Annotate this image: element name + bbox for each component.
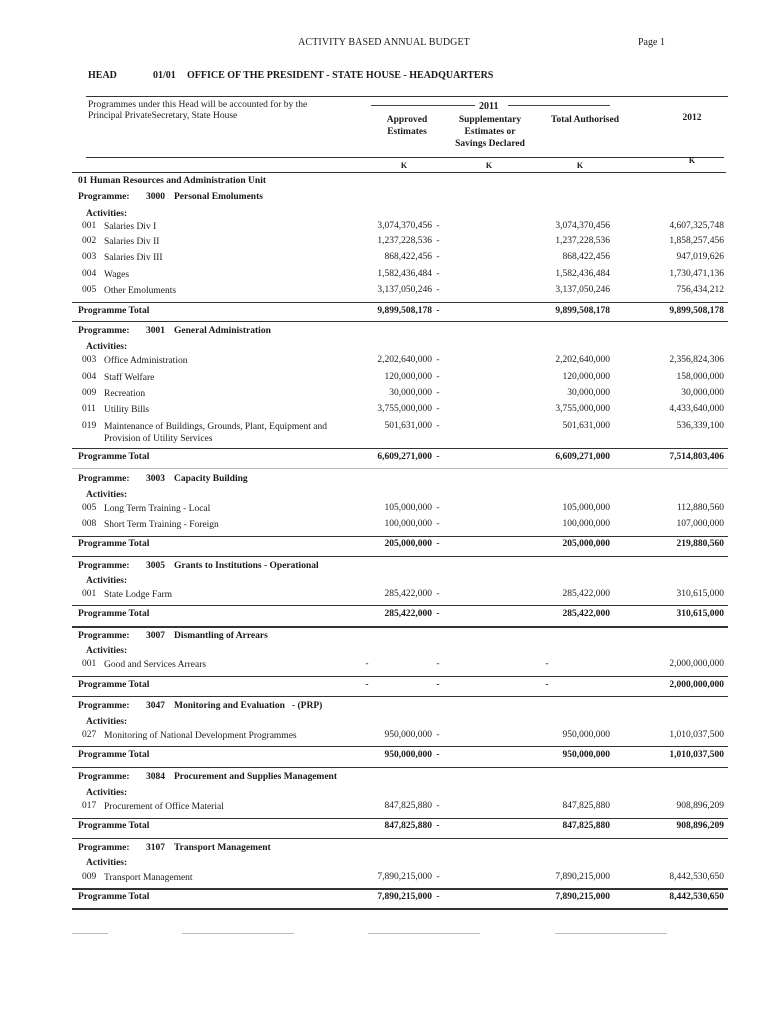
programme-heading [78, 772, 337, 782]
supp-value: - [436, 236, 440, 246]
activity-name: Office Administration [104, 356, 188, 366]
programme-total-label: Programme Total [78, 750, 150, 760]
table-row [72, 252, 728, 268]
y2012-value: 756,434,212 [676, 285, 724, 295]
head-intro-text [88, 100, 358, 122]
authorised-total: - [545, 680, 549, 690]
col-supplementary [444, 114, 536, 150]
total-bottom-rule [72, 696, 728, 697]
activity-name: Salaries Div III [104, 253, 163, 263]
y2012-total: 7,514,803,406 [669, 452, 724, 462]
programme-heading [78, 561, 319, 571]
activity-name: State Lodge Farm [104, 590, 173, 600]
approved-value: 105,000,000 [384, 503, 432, 513]
programme-total-row [72, 539, 728, 555]
programme-total-row [72, 609, 728, 625]
programme-total-label: Programme Total [78, 892, 150, 902]
col-approved-estimates [362, 114, 452, 138]
programme-code: 3005 [146, 561, 165, 571]
year-2011-label: 2011 [479, 101, 499, 112]
y2012-total: 8,442,530,650 [669, 892, 724, 902]
total-value: 105,000,000 [562, 503, 610, 513]
activity-code: 002 [82, 236, 97, 246]
approved-value: 868,422,456 [384, 252, 432, 262]
y2012-value: 30,000,000 [681, 388, 724, 398]
programme-total-label: Programme Total [78, 821, 150, 831]
y2012-value: 947,019,626 [676, 252, 724, 262]
total-value: 950,000,000 [562, 730, 610, 740]
y2012-value: 158,000,000 [676, 372, 724, 382]
programme-label: Programme: [78, 772, 130, 782]
approved-value: 950,000,000 [384, 730, 432, 740]
supp-value: - [436, 730, 440, 740]
supp-total: - [436, 892, 440, 902]
page-number: Page 1 [638, 37, 665, 48]
total-bottom-rule [72, 468, 728, 469]
table-row [72, 236, 728, 252]
activity-name-line1: Maintenance of Buildings, Grounds, Plant, Equipment and [104, 422, 327, 432]
supp-total: - [436, 452, 440, 462]
total-bottom-rule [72, 626, 728, 628]
approved-total: 205,000,000 [384, 539, 432, 549]
approved-value: 3,074,370,456 [377, 221, 432, 231]
total-value: 1,582,436,484 [555, 269, 610, 279]
activity-name: Salaries Div I [104, 222, 157, 232]
table-row [72, 421, 728, 447]
activity-code: 017 [82, 801, 97, 811]
authorised-total: 847,825,880 [562, 821, 610, 831]
activity-name: Short Term Training - Foreign [104, 520, 219, 530]
col-total-authorised: Total Authorised [550, 115, 619, 125]
y2012-value: 112,880,560 [676, 503, 724, 513]
activity-name: Transport Management [104, 873, 193, 883]
y2012-value: 1,730,471,136 [669, 269, 724, 279]
activity-code: 005 [82, 285, 97, 295]
supp-value: - [436, 404, 440, 414]
activities-label: Activities: [86, 209, 128, 219]
programme-label: Programme: [78, 561, 130, 571]
total-top-rule [72, 676, 728, 677]
activity-code: 005 [82, 503, 97, 513]
authorised-total: 950,000,000 [562, 750, 610, 760]
total-value: 3,074,370,456 [555, 221, 610, 231]
approved-value: 847,825,880 [384, 801, 432, 811]
year-bracket-right [508, 105, 610, 106]
activity-name: Wages [104, 270, 130, 280]
activities-label: Activities: [86, 490, 128, 500]
total-top-rule [72, 536, 728, 537]
authorised-total: 6,609,271,000 [555, 452, 610, 462]
total-top-rule [72, 888, 728, 890]
activity-name: Good and Services Arrears [104, 660, 207, 670]
table-row [72, 519, 728, 535]
table-row [72, 589, 728, 605]
authorised-total: 285,422,000 [562, 609, 610, 619]
programme-total-label: Programme Total [78, 452, 150, 462]
total-value: 100,000,000 [562, 519, 610, 529]
supp-value: - [436, 372, 440, 382]
approved-total: 285,422,000 [384, 609, 432, 619]
col-approved-line1: Approved [386, 115, 428, 125]
total-bottom-rule [72, 556, 728, 557]
supp-value: - [436, 269, 440, 279]
year-bracket-left [371, 105, 475, 106]
header-mid-rule [86, 157, 724, 158]
footer-rule [555, 933, 667, 934]
activity-code: 004 [82, 269, 97, 279]
approved-value: 2,202,640,000 [377, 355, 432, 365]
y2012-value: 4,433,640,000 [669, 404, 724, 414]
programme-heading [78, 631, 268, 641]
table-row [72, 730, 728, 746]
programme-heading [78, 701, 323, 711]
supp-total: - [436, 821, 440, 831]
activity-code: 001 [82, 221, 97, 231]
programme-heading [78, 474, 248, 484]
total-value: 30,000,000 [567, 388, 610, 398]
table-row [72, 388, 728, 404]
supp-value: - [436, 285, 440, 295]
total-top-rule [72, 818, 728, 819]
authorised-total: 9,899,508,178 [555, 306, 610, 316]
supp-total: - [436, 306, 440, 316]
unit-heading: 01 Human Resources and Administration Unit [78, 176, 267, 186]
approved-value: 120,000,000 [384, 372, 432, 382]
programme-label: Programme: [78, 474, 130, 484]
total-top-rule [72, 302, 728, 303]
programme-total-label: Programme Total [78, 680, 150, 690]
programme-total-row [72, 680, 728, 696]
approved-value: 7,890,215,000 [377, 872, 432, 882]
programme-label: Programme: [78, 192, 130, 202]
total-bottom-rule [72, 321, 728, 322]
approved-value: 3,755,000,000 [377, 404, 432, 414]
activity-code: 008 [82, 519, 97, 529]
y2012-value: 2,356,824,306 [669, 355, 724, 365]
intro-line-1: Programmes under this Head will be accounted for by the [88, 100, 308, 110]
approved-total: 6,609,271,000 [377, 452, 432, 462]
table-row [72, 285, 728, 301]
approved-value: 501,631,000 [384, 421, 432, 431]
total-value: 285,422,000 [562, 589, 610, 599]
col-approved-line2: Estimates [387, 127, 427, 137]
approved-total: 7,890,215,000 [377, 892, 432, 902]
currency-2012: K [688, 156, 696, 165]
activity-code: 003 [82, 355, 97, 365]
programme-name: Monitoring and Evaluation - (PRP) [174, 701, 323, 711]
programme-total-label: Programme Total [78, 609, 150, 619]
activity-name-line2: Provision of Utility Services [104, 434, 213, 444]
programme-name: Capacity Building [174, 474, 248, 484]
total-bottom-rule [72, 767, 728, 768]
col-2012: 2012 [682, 113, 702, 123]
programme-label: Programme: [78, 843, 130, 853]
currency-supp: K [485, 161, 493, 170]
y2012-value: 107,000,000 [676, 519, 724, 529]
approved-value: 3,137,050,246 [377, 285, 432, 295]
total-top-rule [72, 448, 728, 449]
programme-name: Procurement and Supplies Management [174, 772, 337, 782]
programme-code: 3084 [146, 772, 165, 782]
total-value: 2,202,640,000 [555, 355, 610, 365]
y2012-value: 2,000,000,000 [669, 659, 724, 669]
col-supp-line3: Savings Declared [455, 139, 525, 149]
y2012-value: 1,858,257,456 [669, 236, 724, 246]
total-top-rule [72, 605, 728, 606]
programme-name: Grants to Institutions - Operational [174, 561, 319, 571]
approved-total: - [365, 680, 369, 690]
activity-name: Salaries Div II [104, 237, 160, 247]
activity-code: 004 [82, 372, 97, 382]
programme-total-label: Programme Total [78, 306, 150, 316]
programme-code: 3107 [146, 843, 165, 853]
supp-value: - [436, 872, 440, 882]
total-value: 847,825,880 [562, 801, 610, 811]
authorised-total: 7,890,215,000 [555, 892, 610, 902]
total-value: 868,422,456 [562, 252, 610, 262]
programme-total-label: Programme Total [78, 539, 150, 549]
supp-total: - [436, 750, 440, 760]
programme-heading [78, 192, 263, 202]
total-value: 3,755,000,000 [555, 404, 610, 414]
y2012-total: 310,615,000 [676, 609, 724, 619]
authorised-total: 205,000,000 [562, 539, 610, 549]
total-bottom-rule [72, 908, 728, 910]
supp-value: - [436, 659, 440, 669]
activities-label: Activities: [86, 646, 128, 656]
head-label: HEAD [88, 70, 117, 81]
table-row [72, 503, 728, 519]
programme-total-row [72, 750, 728, 766]
table-row [72, 269, 728, 285]
y2012-total: 9,899,508,178 [669, 306, 724, 316]
supp-value: - [436, 355, 440, 365]
approved-value: 1,582,436,484 [377, 269, 432, 279]
document-title: ACTIVITY BASED ANNUAL BUDGET [298, 37, 470, 48]
total-value: 7,890,215,000 [555, 872, 610, 882]
y2012-total: 1,010,037,500 [669, 750, 724, 760]
total-value: 120,000,000 [562, 372, 610, 382]
y2012-value: 908,896,209 [676, 801, 724, 811]
supp-total: - [436, 609, 440, 619]
programme-label: Programme: [78, 701, 130, 711]
currency-approved: K [400, 161, 408, 170]
activity-name: Utility Bills [104, 405, 150, 415]
supp-value: - [436, 801, 440, 811]
total-value: 3,137,050,246 [555, 285, 610, 295]
approved-value: 285,422,000 [384, 589, 432, 599]
intro-line-2: Principal PrivateSecretary, State House [88, 111, 238, 121]
table-row [72, 404, 728, 420]
supp-value: - [436, 503, 440, 513]
programme-total-row [72, 892, 728, 908]
col-supp-line2: Estimates or [464, 127, 516, 137]
supp-value: - [436, 421, 440, 431]
programme-code: 3007 [146, 631, 165, 641]
activities-label: Activities: [86, 576, 128, 586]
activity-name: Other Emoluments [104, 286, 177, 296]
header-bottom-rule [72, 172, 726, 173]
programme-name: General Administration [174, 326, 271, 336]
y2012-value: 8,442,530,650 [669, 872, 724, 882]
programme-code: 3000 [146, 192, 165, 202]
total-top-rule [72, 746, 728, 747]
programme-total-row [72, 306, 728, 322]
y2012-value: 536,339,100 [676, 421, 724, 431]
approved-total: 9,899,508,178 [377, 306, 432, 316]
footer-rule [72, 933, 108, 934]
total-value: 501,631,000 [562, 421, 610, 431]
supp-value: - [436, 589, 440, 599]
activity-name: Staff Welfare [104, 373, 155, 383]
activities-label: Activities: [86, 717, 128, 727]
programme-code: 3003 [146, 474, 165, 484]
table-row [72, 659, 728, 675]
total-value: 1,237,228,536 [555, 236, 610, 246]
activity-code: 011 [82, 404, 96, 414]
activities-label: Activities: [86, 342, 128, 352]
approved-value: 100,000,000 [384, 519, 432, 529]
activity-code: 019 [82, 421, 97, 431]
total-value: - [545, 659, 549, 669]
approved-total: 950,000,000 [384, 750, 432, 760]
table-row [72, 872, 728, 888]
head-code: 01/01 [153, 70, 176, 81]
currency-total: K [576, 161, 584, 170]
supp-value: - [436, 388, 440, 398]
y2012-total: 219,880,560 [676, 539, 724, 549]
table-row [72, 372, 728, 388]
activity-code: 001 [82, 659, 97, 669]
programme-heading [78, 326, 271, 336]
table-row [72, 355, 728, 371]
activity-code: 003 [82, 252, 97, 262]
programme-heading [78, 843, 271, 853]
programme-total-row [72, 452, 728, 468]
activity-name: Monitoring of National Development Programmes [104, 731, 297, 741]
programme-label: Programme: [78, 631, 130, 641]
approved-value: 1,237,228,536 [377, 236, 432, 246]
table-row [72, 801, 728, 817]
supp-total: - [436, 680, 440, 690]
activity-name: Procurement of Office Material [104, 802, 224, 812]
footer-rule [368, 933, 480, 934]
total-bottom-rule [72, 838, 728, 839]
activities-label: Activities: [86, 858, 128, 868]
programme-name: Dismantling of Arrears [174, 631, 268, 641]
head-name: OFFICE OF THE PRESIDENT - STATE HOUSE - HEADQUARTERS [187, 70, 494, 81]
supp-value: - [436, 252, 440, 262]
activity-code: 009 [82, 872, 97, 882]
y2012-value: 310,615,000 [676, 589, 724, 599]
supp-value: - [436, 221, 440, 231]
activity-name: Recreation [104, 389, 146, 399]
approved-value: 30,000,000 [389, 388, 432, 398]
supp-total: - [436, 539, 440, 549]
programme-name: Transport Management [174, 843, 271, 853]
supp-value: - [436, 519, 440, 529]
programme-name: Personal Emoluments [174, 192, 263, 202]
activity-name: Long Term Training - Local [104, 504, 211, 514]
y2012-total: 908,896,209 [676, 821, 724, 831]
programme-code: 3001 [146, 326, 165, 336]
activities-label: Activities: [86, 788, 128, 798]
programme-code: 3047 [146, 701, 165, 711]
col-supp-line1: Supplementary [458, 115, 522, 125]
approved-value: - [365, 659, 369, 669]
y2012-value: 1,010,037,500 [669, 730, 724, 740]
activity-code: 027 [82, 730, 97, 740]
activity-code: 001 [82, 589, 97, 599]
footer-rule [182, 933, 294, 934]
activity-name [104, 421, 327, 445]
table-row [72, 221, 728, 237]
activity-code: 009 [82, 388, 97, 398]
programme-label: Programme: [78, 326, 130, 336]
approved-total: 847,825,880 [384, 821, 432, 831]
y2012-total: 2,000,000,000 [669, 680, 724, 690]
programme-total-row [72, 821, 728, 837]
y2012-value: 4,607,325,748 [669, 221, 724, 231]
header-top-rule [86, 96, 728, 97]
